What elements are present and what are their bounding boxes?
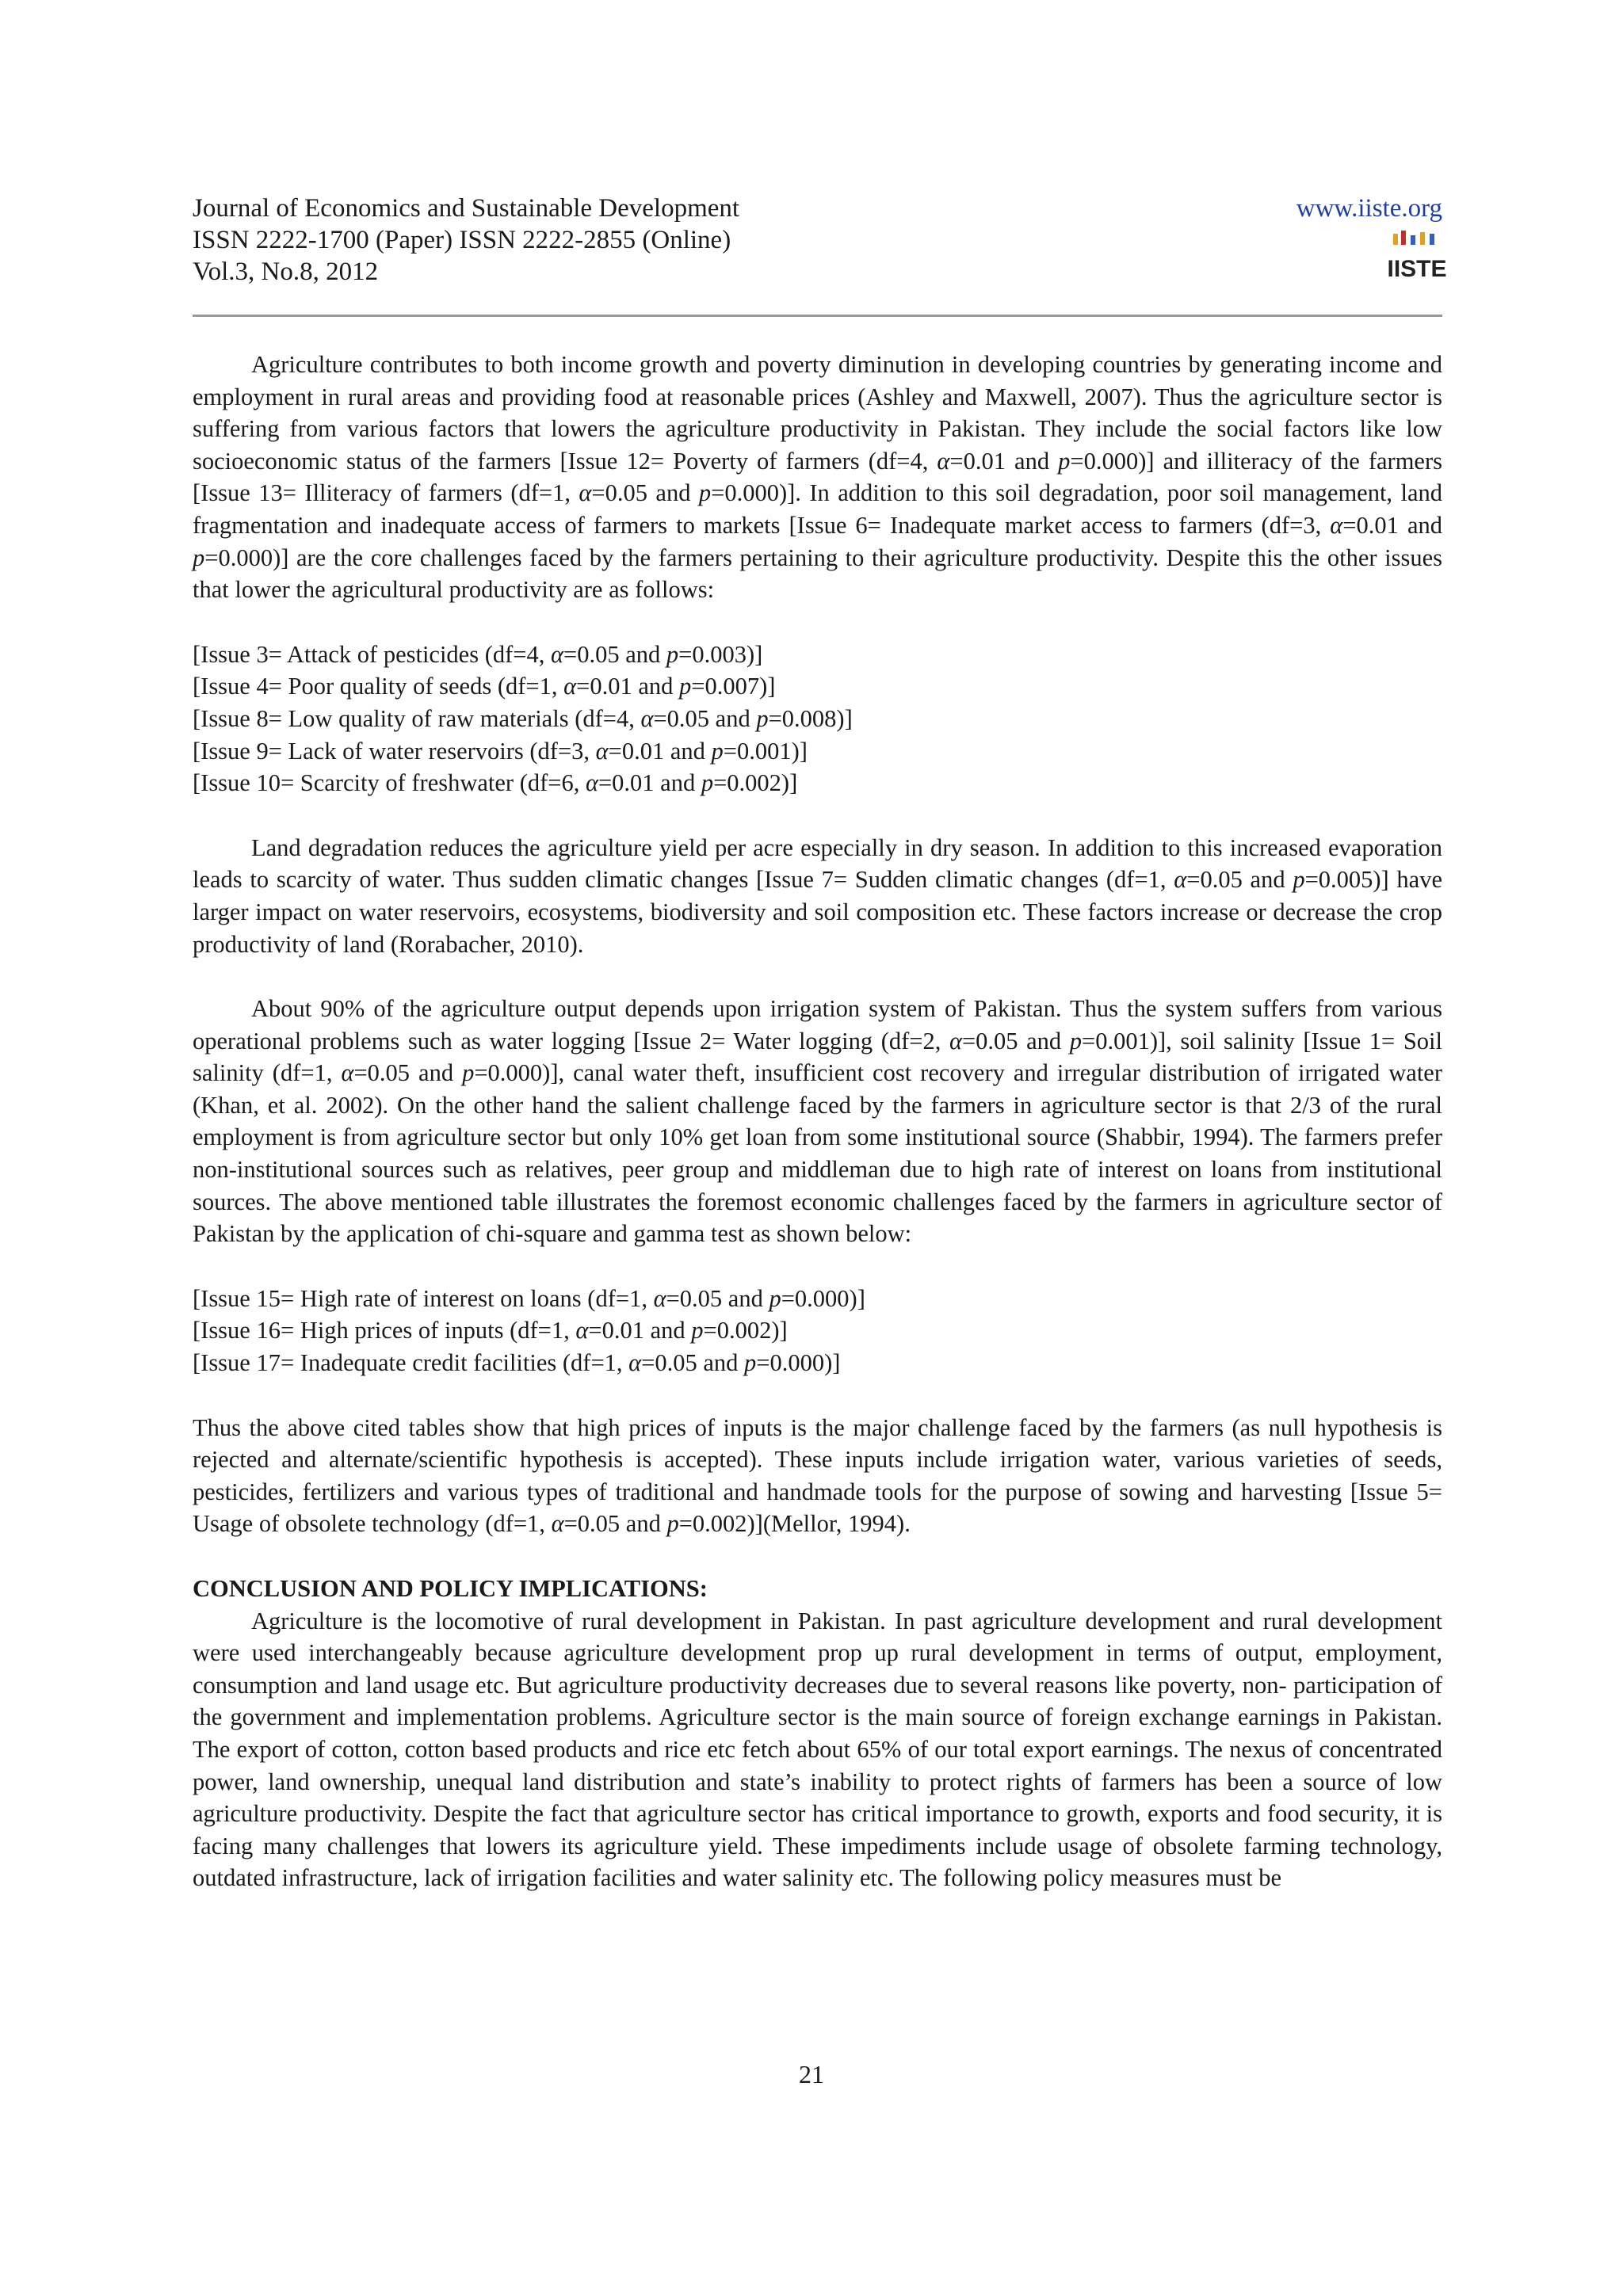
list-item: [Issue 16= High prices of inputs (df=1, α=0.01 and p=0.002)] — [193, 1317, 788, 1344]
journal-url-link[interactable]: www.iiste.org — [1296, 194, 1442, 223]
issue-list-1 — [193, 639, 1442, 799]
list-item: [Issue 3= Attack of pesticides (df=4, α=0.05 and p=0.003)] — [193, 640, 763, 668]
header-rule — [193, 315, 1442, 317]
page-header — [193, 193, 1447, 315]
paragraph-4: Thus the above cited tables show that high prices of inputs is the major challenge faced by the farmers (as null hypothesis is rejected and alternate/scientific hypothesis is accepted). These inputs include irrigation water, various varieties of seeds, pesticides, fertilizers and various types of traditional and handmade tools for the purpose of sowing and harvesting [Issue 5= Usage of obsolete technology (df=1, α=0.05 and p=0.002)](Mellor, 1994). — [193, 1413, 1442, 1538]
issn-line: ISSN 2222-1700 (Paper) ISSN 2222-2855 (Online) — [193, 226, 731, 254]
paragraph-2: Land degradation reduces the agriculture yield per acre especially in dry season. In addition to this increased evaporation leads to scarcity of water. Thus sudden climatic changes [Issue 7= Sudden climatic changes (df=1, α=0.05 and p=0.005)] have larger impact on water reservoirs, ecosystems, biodiversity and soil composition etc. These factors increase or decrease the crop productivity of land (Rorabacher, 2010). — [193, 833, 1442, 958]
section-heading: CONCLUSION AND POLICY IMPLICATIONS: — [193, 1575, 708, 1602]
paragraph-3: About 90% of the agriculture output depends upon irrigation system of Pakistan. Thus the system suffers from various operational problems such as water logging [Issue 2= Water logging (df=2, α=0.05 and p=0.001)], soil salinity [Issue 1= Soil salinity (df=1, α=0.05 and p=0.000)], canal water theft, insufficient cost recovery and irregular distribution of irrigated water (Khan, et al. 2002). On the other hand the salient challenge faced by the farmers in agriculture sector is that 2/3 of the rural employment is from agriculture sector but only 10% get loan from some institutional source (Shabbir, 1994). The farmers prefer non-institutional sources such as relatives, peer group and middleman due to high rate of interest on loans from institutional sources. The above mentioned table illustrates the foremost economic challenges faced by the farmers in agriculture sector of Pakistan by the application of chi-square and gamma test as shown below: — [193, 995, 1442, 1248]
header-right — [1296, 193, 1447, 285]
paragraph-1: Agriculture contributes to both income growth and poverty diminution in developing countries by generating income and employment in rural areas and providing food at reasonable prices (Ashley and Maxwell, 2007). Thus the agriculture sector is suffering from various factors that lowers the agriculture productivity in Pakistan. They include the social factors like low socioeconomic status of the farmers [Issue 12= Poverty of farmers (df=4, α=0.01 and p=0.000)] and illiteracy of the farmers [Issue 13= Illiteracy of farmers (df=1, α=0.05 and p=0.000)]. In addition to this soil degradation, poor soil management, land fragmentation and inadequate access of farmers to markets [Issue 6= Inadequate market access to farmers (df=3, α=0.01 and p=0.000)] are the core challenges faced by the farmers pertaining to their agriculture productivity. Despite this the other issues that lower the agricultural productivity are as follows: — [193, 351, 1442, 604]
iiste-logo-icon — [1387, 229, 1447, 282]
issue-list-2 — [193, 1283, 1442, 1379]
list-item: [Issue 4= Poor quality of seeds (df=1, α=0.01 and p=0.007)] — [193, 673, 776, 700]
svg-text:IISTE: IISTE — [1387, 256, 1447, 282]
list-item: [Issue 15= High rate of interest on loans (df=1, α=0.05 and p=0.000)] — [193, 1284, 865, 1312]
list-item: [Issue 9= Lack of water reservoirs (df=3, α=0.01 and p=0.001)] — [193, 737, 808, 765]
list-item: [Issue 17= Inadequate credit facilities (df=1, α=0.05 and p=0.000)] — [193, 1349, 841, 1377]
page-number: 21 — [799, 2060, 824, 2088]
article-body — [193, 349, 1442, 1894]
journal-title: Journal of Economics and Sustainable Development — [193, 194, 740, 223]
paragraph-5: Agriculture is the locomotive of rural development in Pakistan. In past agriculture development and rural development were used interchangeably because agriculture development prop up rural development in terms of output, employment, consumption and land usage etc. But agriculture productivity decreases due to several reasons like poverty, non- participation of the government and implementation problems. Agriculture sector is the main source of foreign exchange earnings in Pakistan. The export of cotton, cotton based products and rice etc fetch about 65% of our total export earnings. The nexus of concentrated power, land ownership, unequal land distribution and state’s inability to protect rights of farmers has been a source of low agriculture productivity. Despite the fact that agriculture sector has critical importance to growth, exports and food security, it is facing many challenges that lowers its agriculture yield. These impediments include usage of obsolete farming technology, outdated infrastructure, lack of irrigation facilities and water salinity etc. The following policy measures must be — [193, 1607, 1442, 1892]
list-item: [Issue 8= Low quality of raw materials (df=4, α=0.05 and p=0.008)] — [193, 704, 853, 732]
list-item: [Issue 10= Scarcity of freshwater (df=6, α=0.01 and p=0.002)] — [193, 769, 798, 797]
volume-line: Vol.3, No.8, 2012 — [193, 257, 379, 286]
iiste-logo — [1387, 229, 1447, 285]
